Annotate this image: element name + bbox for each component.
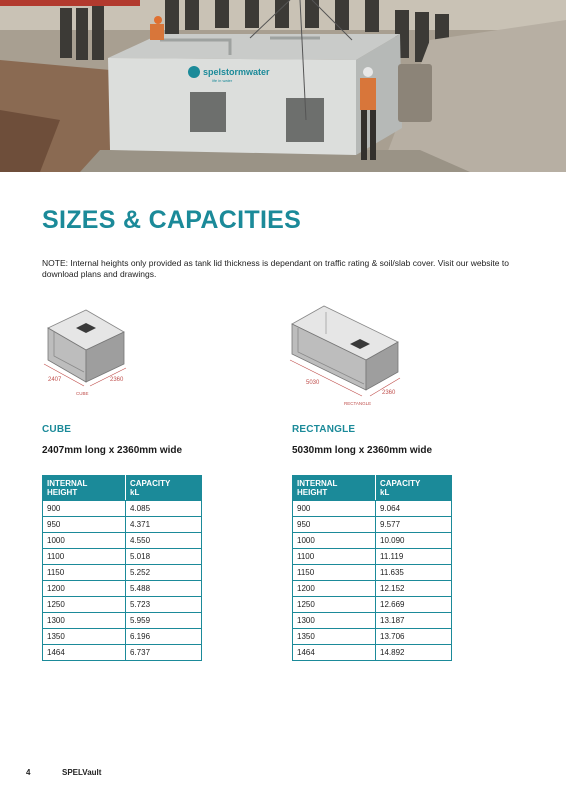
capacity-cell: 13.187 — [376, 613, 452, 629]
table-row — [43, 549, 202, 565]
internal-height-cell: 1300 — [43, 613, 126, 629]
hero-logo-text: spelstormwater — [203, 67, 270, 77]
table-row — [43, 565, 202, 581]
table-row — [43, 533, 202, 549]
table-row — [43, 517, 202, 533]
hero-photo — [0, 0, 566, 172]
internal-height-header: INTERNAL HEIGHT — [43, 476, 126, 501]
capacity-header: CAPACITY kL — [376, 476, 452, 501]
internal-height-cell: 1200 — [43, 581, 126, 597]
internal-height-cell: 1464 — [43, 645, 126, 661]
construction-site-illustration — [0, 0, 566, 172]
capacity-cell: 14.892 — [376, 645, 452, 661]
table-row — [293, 581, 452, 597]
capacity-cell: 5.252 — [126, 565, 202, 581]
table-row — [293, 517, 452, 533]
capacity-header: CAPACITY kL — [126, 476, 202, 501]
internal-height-cell: 900 — [43, 501, 126, 517]
rectangle-length-label: 5030 — [306, 380, 320, 386]
internal-height-cell: 1200 — [293, 581, 376, 597]
cube-capacity-table — [42, 475, 202, 661]
page-footer — [26, 768, 101, 777]
capacity-cell: 4.085 — [126, 501, 202, 517]
internal-height-cell: 1350 — [43, 629, 126, 645]
cube-length-label: 2407 — [48, 377, 62, 383]
rectangle-caption: RECTANGLE — [344, 401, 372, 406]
table-row — [43, 501, 202, 517]
capacity-cell: 6.196 — [126, 629, 202, 645]
capacity-cell: 6.737 — [126, 645, 202, 661]
table-row — [43, 597, 202, 613]
internal-height-cell: 1150 — [293, 565, 376, 581]
footer-product-name: SPELVault — [62, 768, 102, 777]
internal-height-cell: 1300 — [293, 613, 376, 629]
internal-height-header: INTERNAL HEIGHT — [293, 476, 376, 501]
internal-height-cell: 950 — [293, 517, 376, 533]
rectangle-dimensions: 5030mm long x 2360mm wide — [292, 445, 433, 456]
internal-height-cell: 1464 — [293, 645, 376, 661]
capacity-cell: 4.371 — [126, 517, 202, 533]
internal-height-cell: 1000 — [43, 533, 126, 549]
note-text: NOTE: Internal heights only provided as tank lid thickness is dependant on traffic rating & soil/slab cover. Visit our website to download plans and drawings. — [42, 258, 509, 279]
cube-title: CUBE — [42, 424, 72, 435]
capacity-cell: 12.152 — [376, 581, 452, 597]
table-row — [293, 549, 452, 565]
table-row — [43, 645, 202, 661]
capacity-cell: 5.488 — [126, 581, 202, 597]
internal-height-cell: 1100 — [43, 549, 126, 565]
page-title: SIZES & CAPACITIES — [42, 206, 302, 234]
internal-height-cell: 1150 — [43, 565, 126, 581]
capacity-cell: 13.706 — [376, 629, 452, 645]
capacity-cell: 9.064 — [376, 501, 452, 517]
capacity-cell: 9.577 — [376, 517, 452, 533]
capacity-cell: 11.635 — [376, 565, 452, 581]
rectangle-section — [292, 424, 462, 661]
table-row — [43, 581, 202, 597]
table-row — [43, 629, 202, 645]
capacity-cell: 10.090 — [376, 533, 452, 549]
capacity-cell: 11.119 — [376, 549, 452, 565]
rectangle-title: RECTANGLE — [292, 424, 356, 435]
rectangle-diagram — [286, 302, 406, 408]
internal-height-cell: 900 — [293, 501, 376, 517]
table-row — [293, 645, 452, 661]
cube-caption: CUBE — [76, 391, 89, 396]
rectangle-capacity-table — [292, 475, 452, 661]
capacity-cell: 5.723 — [126, 597, 202, 613]
internal-height-cell: 1250 — [43, 597, 126, 613]
internal-height-cell: 1350 — [293, 629, 376, 645]
cube-width-label: 2360 — [110, 377, 124, 383]
cube-dimensions: 2407mm long x 2360mm wide — [42, 445, 183, 456]
internal-height-cell: 1250 — [293, 597, 376, 613]
table-header-row — [43, 476, 202, 501]
table-row — [293, 501, 452, 517]
cube-section — [42, 424, 212, 661]
table-row — [43, 613, 202, 629]
table-row — [293, 597, 452, 613]
hero-logo-tagline: life in water — [212, 78, 233, 83]
table-row — [293, 533, 452, 549]
table-header-row — [293, 476, 452, 501]
table-row — [293, 613, 452, 629]
capacity-cell: 4.550 — [126, 533, 202, 549]
internal-height-cell: 1000 — [293, 533, 376, 549]
page-number: 4 — [26, 768, 31, 777]
table-row — [293, 565, 452, 581]
capacity-cell: 12.669 — [376, 597, 452, 613]
rectangle-table-body — [293, 501, 452, 661]
cube-table-body — [43, 501, 202, 661]
internal-height-cell: 950 — [43, 517, 126, 533]
cube-diagram — [40, 306, 130, 398]
capacity-cell: 5.959 — [126, 613, 202, 629]
internal-height-cell: 1100 — [293, 549, 376, 565]
capacity-cell: 5.018 — [126, 549, 202, 565]
table-row — [293, 629, 452, 645]
rectangle-width-label: 2360 — [382, 390, 396, 396]
